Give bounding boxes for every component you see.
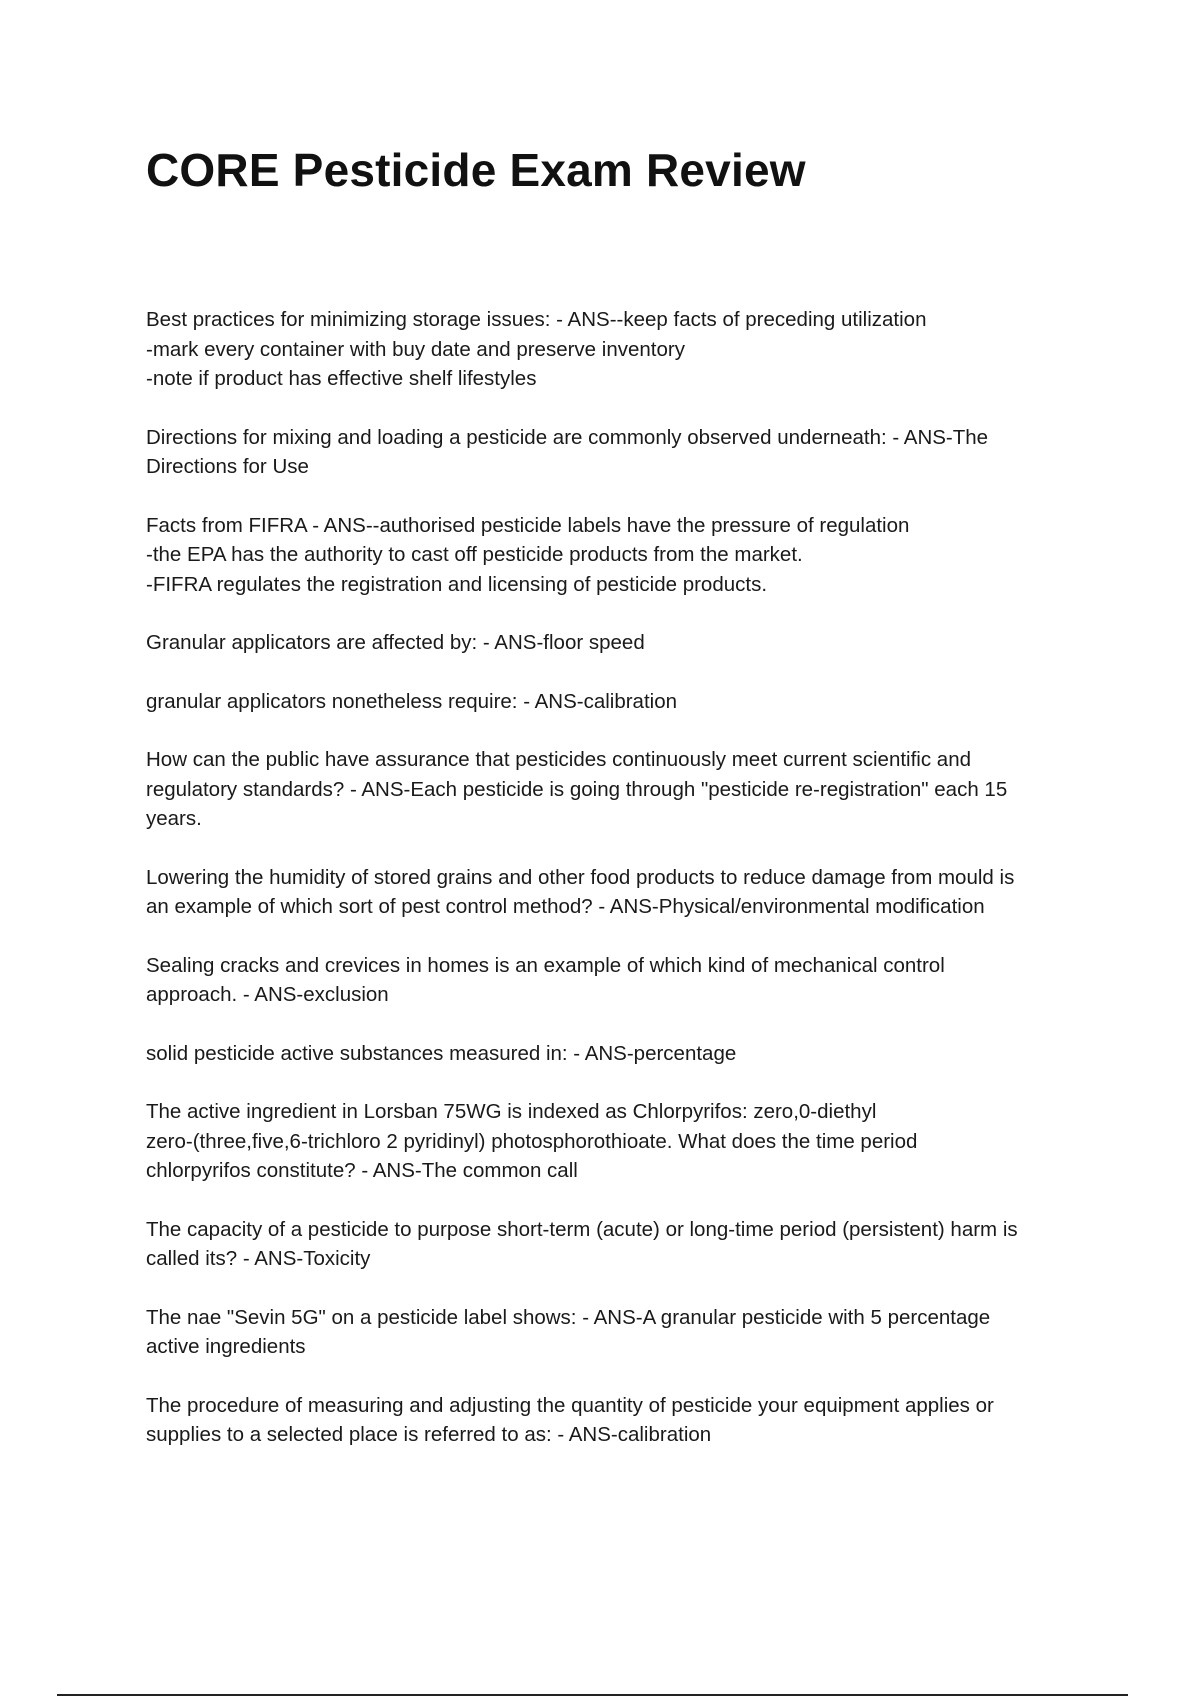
qa-line: active ingredients	[146, 1335, 306, 1358]
qa-line: granular applicators nonetheless require: - ANS-calibration	[146, 689, 678, 713]
footer-divider	[57, 1694, 1128, 1696]
qa-line: -FIFRA regulates the registration and licensing of pesticide products.	[146, 572, 768, 596]
qa-entry	[146, 863, 1096, 922]
qa-entry	[146, 745, 1096, 834]
qa-line: Directions for Use	[146, 455, 309, 478]
qa-line: -the EPA has the authority to cast off pesticide products from the market.	[146, 543, 803, 566]
page-title: CORE Pesticide Exam Review	[146, 144, 806, 196]
qa-line: Sealing cracks and crevices in homes is an example of which kind of mechanical control	[146, 953, 945, 977]
qa-line: Lowering the humidity of stored grains and other food products to reduce damage from mould is	[146, 865, 1015, 889]
qa-line: Best practices for minimizing storage issues: - ANS--keep facts of preceding utilization	[146, 308, 927, 331]
qa-line: The active ingredient in Lorsban 75WG is indexed as Chlorpyrifos: zero,0-diethyl	[146, 1100, 877, 1123]
qa-line: supplies to a selected place is referred to as: - ANS-calibration	[146, 1423, 712, 1446]
qa-list	[146, 305, 1096, 1479]
qa-entry	[146, 951, 1096, 1010]
qa-line: approach. - ANS-exclusion	[146, 983, 389, 1006]
qa-line: chlorpyrifos constitute? - ANS-The common call	[146, 1159, 578, 1182]
qa-entry	[146, 1303, 1096, 1362]
qa-entry	[146, 687, 1096, 717]
qa-line: Directions for mixing and loading a pesticide are commonly observed underneath: - ANS-The	[146, 425, 989, 449]
qa-line: The capacity of a pesticide to purpose short-term (acute) or long-time period (persistent) harm is	[146, 1217, 1018, 1241]
qa-entry	[146, 1215, 1096, 1274]
qa-entry	[146, 628, 1096, 658]
qa-entry	[146, 423, 1096, 482]
qa-entry	[146, 1039, 1096, 1069]
qa-line: How can the public have assurance that pesticides continuously meet current scientific and	[146, 748, 972, 771]
qa-line: The nae "Sevin 5G" on a pesticide label shows: - ANS-A granular pesticide with 5 percentage	[146, 1305, 991, 1329]
qa-line: called its? - ANS-Toxicity	[146, 1247, 371, 1270]
qa-line: The procedure of measuring and adjusting the quantity of pesticide your equipment applies or	[146, 1393, 994, 1417]
qa-line: Granular applicators are affected by: - ANS-floor speed	[146, 631, 645, 654]
qa-line: zero-(three,five,6-trichloro 2 pyridinyl) photosphorothioate. What does the time period	[146, 1129, 918, 1153]
qa-line: Facts from FIFRA - ANS--authorised pesticide labels have the pressure of regulation	[146, 513, 910, 537]
qa-line: -note if product has effective shelf lifestyles	[146, 367, 537, 390]
qa-line: regulatory standards? - ANS-Each pesticide is going through "pesticide re-registration" each 15	[146, 777, 1008, 801]
qa-entry	[146, 511, 1096, 600]
qa-line: solid pesticide active substances measured in: - ANS-percentage	[146, 1041, 737, 1065]
qa-entry	[146, 1391, 1096, 1450]
qa-entry	[146, 305, 1096, 394]
qa-entry	[146, 1097, 1096, 1186]
qa-line: -mark every container with buy date and preserve inventory	[146, 337, 685, 361]
qa-line: years.	[146, 807, 202, 830]
qa-line: an example of which sort of pest control method? - ANS-Physical/environmental modification	[146, 895, 985, 918]
